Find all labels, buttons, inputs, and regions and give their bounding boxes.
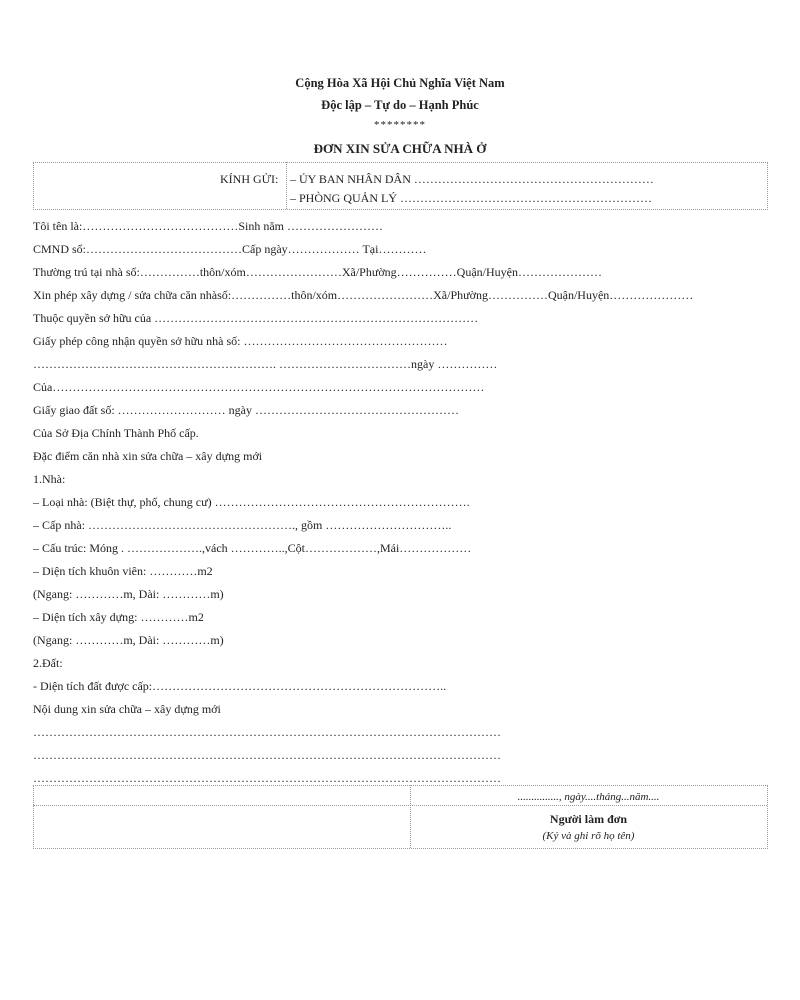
national-motto: Độc lập – Tự do – Hạnh Phúc — [321, 98, 479, 112]
form-fields — [33, 215, 773, 790]
signer-label: Người làm đơn — [549, 812, 628, 826]
national-title: Cộng Hòa Xã Hội Chủ Nghĩa Việt Nam — [295, 76, 505, 90]
field-line-house-grade: – Cấp nhà: ……………………………………………., gồm ………………………….. — [33, 518, 452, 532]
field-line-house-type: – Loại nhà: (Biệt thự, phố, chung cư) ………………………………………………………. — [33, 495, 470, 509]
section-house: 1.Nhà: — [33, 472, 66, 486]
decorative-stars: ******** — [374, 119, 426, 131]
field-line-premises-dimensions: (Ngang: …………m, Dài: …………m) — [33, 587, 224, 601]
field-line-land-area: - Diện tích đất được cấp:……………………………………………………………….. — [33, 679, 447, 693]
recipient-label: KÍNH GỬI: — [220, 172, 279, 186]
field-line-residence: Thường trú tại nhà số:……………thôn/xóm……………………Xã/Phường……………Quận/Huyện………………… — [33, 265, 603, 279]
field-line-premises-area: – Diện tích khuôn viên: …………m2 — [33, 564, 213, 578]
section-land: 2.Đất: — [33, 656, 63, 670]
field-line-building-area: – Diện tích xây dựng: …………m2 — [33, 610, 204, 624]
recipient-divider — [286, 162, 287, 209]
signature-note: (Ký và ghi rõ họ tên) — [542, 830, 635, 842]
section-repair-content: Nội dung xin sửa chữa – xây dựng mới — [33, 702, 221, 716]
field-line-permit-date: ……………………………………………………. ……………………………ngày …………… — [33, 357, 498, 371]
signature-date: ..............., ngày....tháng...năm.... — [517, 791, 660, 803]
field-line-land-department: Của Sở Địa Chính Thành Phố cấp. — [33, 426, 199, 440]
signature-row-divider — [33, 805, 767, 806]
field-line-content-2: ……………………………………………………………………………………………………… — [33, 748, 501, 762]
recipient-line-management-office: – PHÒNG QUẢN LÝ ……………………………………………………… — [290, 191, 652, 205]
field-line-issuer: Của……………………………………………………………………………………………… — [33, 380, 485, 394]
section-house-features: Đặc điểm căn nhà xin sửa chữa – xây dựng mới — [33, 449, 263, 463]
field-line-id: CMND số:…………………………………Cấp ngày……………… Tại………… — [33, 242, 427, 256]
field-line-building-dimensions: (Ngang: …………m, Dài: …………m) — [33, 633, 224, 647]
field-line-name: Tôi tên là:…………………………………Sinh năm …………………… — [33, 219, 383, 233]
field-line-content-1: ……………………………………………………………………………………………………… — [33, 725, 501, 739]
field-line-structure: – Cấu trúc: Móng . ……………….,vách …………..,Cột………………,Mái……………… — [33, 541, 472, 555]
field-line-construction-address: Xin phép xây dựng / sửa chữa căn nhàsố:……………thôn/xóm……………………Xã/Phường……………Quận/Huyện………………… — [33, 288, 694, 302]
field-line-ownership-permit: Giấy phép công nhận quyền sở hữu nhà số: …………………………………………… — [33, 334, 448, 348]
field-line-land-allocation: Giấy giao đất số: ……………………… ngày …………………………………………… — [33, 403, 459, 417]
recipient-line-people-committee: – ỦY BAN NHÂN DÂN …………………………………………………… — [290, 172, 654, 186]
field-line-owner: Thuộc quyền sở hữu của ……………………………………………………………………… — [33, 311, 479, 325]
form-title: ĐƠN XIN SỬA CHỮA NHÀ Ở — [313, 141, 487, 156]
field-line-content-3: ……………………………………………………………………………………………………… — [33, 771, 501, 785]
